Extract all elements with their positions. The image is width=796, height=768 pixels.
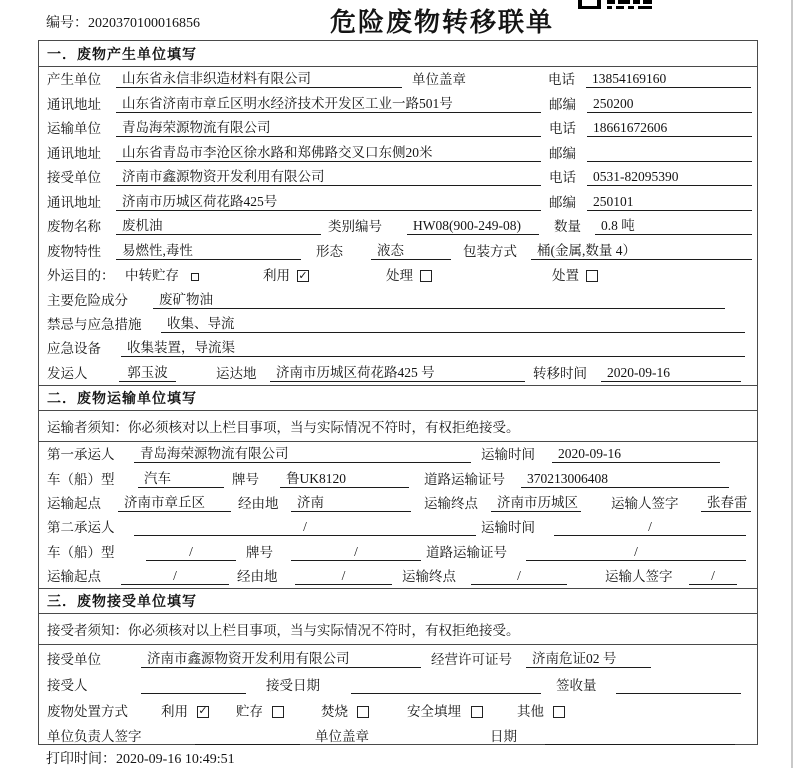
plate1-value: 鲁UK8120 (280, 467, 409, 488)
purpose-label: 外运目的： (47, 268, 115, 284)
receiver-notice: 接受者须知：你必须核对以上栏目事项，当与实际情况不符时，有权拒绝接受。 (39, 614, 757, 645)
accept-unit-label: 接受单位 (47, 652, 101, 668)
plate1-label: 牌号 (232, 471, 259, 487)
origin2-value: / (121, 568, 229, 585)
plate2-label: 牌号 (246, 544, 273, 560)
producer-address-row (39, 91, 757, 115)
producer-zip-label: 邮编 (549, 96, 576, 112)
purpose-row (39, 263, 757, 287)
road-license1-value: 370213006408 (521, 471, 729, 488)
end2-label: 运输终点 (402, 569, 456, 585)
print-time (46, 748, 235, 768)
transporter-phone-value: 18661672606 (587, 120, 752, 137)
vehicle1-row (39, 466, 757, 490)
packing-value: 桶(金属,数量 4） (531, 239, 752, 260)
purpose-storage-checkbox (191, 273, 199, 281)
accept-date-label: 接受日期 (266, 677, 320, 693)
vehicle2-type-value: / (146, 544, 236, 561)
origin2-label: 运输起点 (47, 569, 101, 585)
plate2-value: / (291, 544, 421, 561)
purpose-use-checkbox: ✓ (298, 269, 308, 282)
origin1-value: 济南市章丘区 (118, 491, 231, 512)
permit-value: 济南危证02 号 (526, 647, 651, 668)
receiver-zip-label: 邮编 (549, 194, 576, 210)
packing-label: 包装方式 (463, 243, 517, 259)
via1-value: 济南 (291, 491, 411, 512)
producer-phone-value: 13854169160 (586, 71, 751, 88)
shipper-label: 发运人 (47, 365, 88, 381)
transfer-time-value: 2020-09-16 (601, 365, 741, 382)
vehicle2-row (39, 539, 757, 563)
first-carrier-row (39, 442, 757, 466)
page-edge-line (791, 0, 793, 768)
document-number-label: 编号： (46, 16, 88, 31)
accept-person-value (141, 677, 246, 694)
accept-unit-value: 济南市鑫源物资开发利用有限公司 (141, 647, 421, 668)
first-carrier-value: 青岛海荣源物流有限公司 (134, 442, 471, 463)
disposal-use-checkbox: ✓ (198, 705, 208, 718)
purpose-option-treat-label: 处理 (386, 268, 413, 284)
disposal-method-label: 废物处置方式 (47, 703, 128, 719)
taboo-measures-row (39, 312, 757, 336)
disposal-storage-label: 贮存 (236, 703, 263, 719)
seal-date-value (545, 728, 735, 745)
chief-sign-row (39, 723, 757, 749)
section1-header: 一．废物产生单位填写 (39, 41, 757, 67)
waste-qty-label: 数量 (554, 219, 581, 235)
waste-qty-value: 0.8 吨 (595, 214, 752, 235)
first-carrier-label: 第一承运人 (47, 447, 115, 463)
receiver-zip-value: 250101 (587, 194, 752, 211)
receiver-row (39, 165, 757, 189)
transporter-notice: 运输者须知：你必须核对以上栏目事项，当与实际情况不符时，有权拒绝接受。 (39, 411, 757, 442)
road-license1-label: 道路运输证号 (424, 471, 505, 487)
second-carrier-row (39, 515, 757, 539)
disposal-other-label: 其他 (517, 703, 544, 719)
transport-time1-label: 运输时间 (481, 447, 535, 463)
waste-category-value: HW08(900-249-08) (407, 218, 539, 235)
receiver-address-value: 济南市历城区荷花路425号 (116, 190, 541, 211)
waste-name-label: 废物名称 (47, 219, 101, 235)
via2-label: 经由地 (237, 569, 278, 585)
disposal-landfill-checkbox (471, 706, 483, 718)
print-time-label: 打印时间： (46, 752, 116, 767)
disposal-method-row (39, 697, 757, 723)
emergency-equipment-row (39, 336, 757, 360)
purpose-option-use-label: 利用 (263, 268, 290, 284)
end1-label: 运输终点 (424, 496, 478, 512)
disposal-use-label: 利用 (161, 703, 188, 719)
producer-phone-label: 电话 (548, 72, 575, 88)
receiver-phone-label: 电话 (549, 170, 576, 186)
receiver-address-label: 通讯地址 (47, 194, 101, 210)
hazard-component-label: 主要危险成分 (47, 292, 128, 308)
via1-label: 经由地 (238, 496, 279, 512)
waste-character-value: 易燃性,毒性 (116, 239, 301, 260)
transfer-time-label: 转移时间 (533, 365, 587, 381)
disposal-burn-label: 焚烧 (321, 703, 348, 719)
hazard-component-value: 废矿物油 (153, 288, 725, 309)
transporter-address-row (39, 140, 757, 164)
producer-zip-value: 250200 (587, 96, 752, 113)
emergency-equipment-label: 应急设备 (47, 341, 101, 357)
waste-category-label: 类别编号 (328, 219, 382, 235)
waste-name-row (39, 214, 757, 238)
seal-date-label: 日期 (490, 729, 517, 745)
waste-form-value: 液态 (371, 239, 451, 260)
end2-value: / (471, 568, 567, 585)
transporter-address-label: 通讯地址 (47, 145, 101, 161)
disposal-burn-checkbox (357, 706, 369, 718)
transport-time2-label: 运输时间 (481, 520, 535, 536)
end1-value: 济南市历城区 (491, 491, 581, 512)
vehicle1-type-label: 车（船）型 (47, 471, 115, 487)
manifest-form (38, 40, 758, 745)
via2-value: / (295, 568, 392, 585)
producer-label: 产生单位 (47, 72, 101, 88)
producer-address-label: 通讯地址 (47, 96, 101, 112)
print-time-value: 2020-09-16 10:49:51 (116, 752, 235, 767)
carrier-sign1-value: 张春雷 (701, 491, 751, 512)
purpose-dispose-checkbox (586, 270, 598, 282)
transporter-phone-label: 电话 (549, 121, 576, 137)
document-number (46, 12, 200, 32)
destination-label: 运达地 (216, 365, 257, 381)
transporter-value: 青岛海荣源物流有限公司 (116, 116, 541, 137)
accept-date-value (351, 677, 541, 694)
vehicle2-type-label: 车（船）型 (47, 544, 115, 560)
transporter-row (39, 116, 757, 140)
transporter-zip-value (587, 145, 752, 162)
route1-row (39, 491, 757, 515)
accept-person-row (39, 671, 757, 697)
producer-value: 山东省永信非织造材料有限公司 (116, 67, 402, 88)
taboo-measures-value: 收集、导流 (161, 312, 745, 333)
qr-code-icon (578, 0, 652, 10)
destination-value: 济南市历城区荷花路425 号 (270, 361, 525, 382)
carrier-sign2-value: / (689, 568, 737, 585)
document-number-value: 2020370100016856 (88, 16, 200, 31)
waste-character-row (39, 238, 757, 262)
waste-form-label: 形态 (316, 243, 343, 259)
disposal-storage-checkbox (272, 706, 284, 718)
vehicle1-type-value: 汽车 (138, 467, 224, 488)
permit-label: 经营许可证号 (431, 652, 512, 668)
receiver-address-row (39, 189, 757, 213)
unit-seal2-label: 单位盖章 (315, 729, 369, 745)
second-carrier-value: / (134, 519, 476, 536)
purpose-treat-checkbox (420, 270, 432, 282)
accept-unit-row (39, 645, 757, 671)
carrier-sign2-label: 运输人签字 (605, 569, 673, 585)
producer-row (39, 67, 757, 91)
receiver-phone-value: 0531-82095390 (587, 169, 752, 186)
section3-header: 三．废物接受单位填写 (39, 588, 757, 614)
waste-name-value: 废机油 (116, 214, 321, 235)
unit-seal-label: 单位盖章 (412, 72, 466, 88)
waste-character-label: 废物特性 (47, 243, 101, 259)
section2-header: 二．废物运输单位填写 (39, 385, 757, 411)
accept-person-label: 接受人 (47, 677, 88, 693)
transport-time2-value: / (554, 519, 746, 536)
chief-sign-label: 单位负责人签字 (47, 729, 142, 745)
transport-time1-value: 2020-09-16 (552, 446, 720, 463)
sign-amount-value (616, 677, 741, 694)
transporter-label: 运输单位 (47, 121, 101, 137)
purpose-option-storage-label: 中转贮存 (125, 268, 179, 284)
emergency-equipment-value: 收集装置，导流渠 (121, 336, 745, 357)
road-license2-value: / (526, 544, 746, 561)
taboo-measures-label: 禁忌与应急措施 (47, 316, 142, 332)
disposal-landfill-label: 安全填埋 (407, 703, 461, 719)
shipper-row (39, 360, 757, 384)
hazard-component-row (39, 287, 757, 311)
producer-address-value: 山东省济南市章丘区明水经济技术开发区工业一路501号 (116, 92, 541, 113)
road-license2-label: 道路运输证号 (426, 544, 507, 560)
purpose-option-dispose-label: 处置 (552, 268, 579, 284)
receiver-label: 接受单位 (47, 170, 101, 186)
transporter-zip-label: 邮编 (549, 145, 576, 161)
shipper-value: 郭玉波 (119, 361, 176, 382)
origin1-label: 运输起点 (47, 496, 101, 512)
transporter-address-value: 山东省青岛市李沧区徐水路和郑佛路交叉口东侧20米 (116, 141, 541, 162)
disposal-other-checkbox (553, 706, 565, 718)
receiver-value: 济南市鑫源物资开发利用有限公司 (116, 165, 541, 186)
chief-sign-value (195, 728, 300, 745)
second-carrier-label: 第二承运人 (47, 520, 115, 536)
carrier-sign1-label: 运输人签字 (611, 496, 679, 512)
sign-amount-label: 签收量 (556, 677, 597, 693)
page-title: 危险废物转移联单 (330, 7, 555, 37)
route2-row (39, 564, 757, 588)
